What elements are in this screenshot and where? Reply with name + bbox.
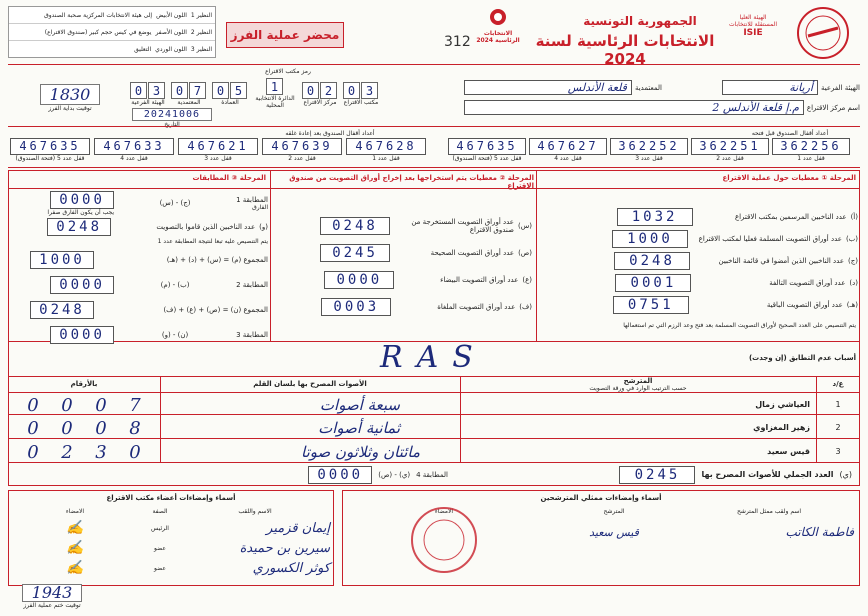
stage2-title: المرحلة ② معطيات يتم استخراجها بعد إخراج أوراق التصويت من صندوق الاقتراع: [289, 174, 534, 190]
rep-seal-icon: [344, 495, 544, 569]
match4-label: المطابقة 4: [416, 471, 448, 479]
member-row: [10, 558, 332, 578]
locks-before-label: أعداد أقفال الصندوق قبل فتحه: [751, 130, 829, 137]
stage1-rows: [580, 206, 858, 316]
form-number: 312: [444, 34, 471, 50]
row-label: عدد أوراق التصويت الملغاة: [437, 302, 516, 311]
subauth-row: [664, 80, 860, 95]
code-digit[interactable]: 0: [302, 82, 319, 99]
match1-formula: (ج) - (س): [159, 199, 191, 207]
lock-value[interactable]: 467627: [529, 138, 607, 155]
form-title: محضر عملية الفرز: [226, 22, 344, 48]
table-row: [8, 416, 860, 440]
code-digit[interactable]: 0: [343, 82, 360, 99]
lock-value[interactable]: 467639: [262, 138, 342, 155]
stage1-row: [580, 294, 858, 316]
legend-copy: النظير 1: [190, 11, 212, 19]
code-groups: [130, 76, 379, 109]
digit-cell[interactable]: 3: [95, 441, 107, 463]
code-label: الدائرة الانتخابية المحلية: [255, 95, 295, 109]
col-words-header: الأصوات المصرح بها بلسان القلم: [253, 380, 367, 388]
delegation-row: [440, 80, 662, 95]
lock-before-1: [772, 138, 850, 162]
lock-label: قفل عدد 2: [716, 155, 744, 162]
match1-label: المطابقة 1: [236, 195, 268, 204]
signature-icon: ✍: [66, 560, 84, 576]
reps-title: أسماء وإمضاءات ممثلي المترشحين: [540, 494, 662, 502]
match2-label: المطابقة 2: [236, 281, 268, 289]
match4-formula: (ي) - (ص): [378, 471, 411, 479]
col-name-title: المترشح: [623, 377, 653, 385]
row-label: عدد الناخبين المرسمين بمكتب الاقتراع: [734, 213, 847, 221]
match4-value[interactable]: 0000: [308, 466, 372, 484]
row-letter: (ف): [519, 302, 532, 311]
code-group-imada: [212, 80, 248, 106]
reps-col-name: اسم ولقب ممثل المترشح: [736, 508, 802, 515]
lock-label: قفل عدد 1: [797, 155, 825, 162]
legend-copy: النظير 2: [190, 28, 212, 36]
stage1-row: [580, 228, 858, 250]
stage2-value[interactable]: 0003: [321, 298, 391, 316]
isie-logo-text: ISIE: [743, 28, 763, 38]
codes-label: رمز مكتب الاقتراع: [265, 68, 311, 75]
digit-cell[interactable]: 0: [27, 417, 39, 439]
legend-row: [9, 7, 215, 24]
legend-dest: إلى هيئة الانتخابات المركزية صحبة الصندوق: [44, 11, 153, 19]
candidate-num: 1: [835, 400, 841, 409]
col-digits-header: بالأرقام: [70, 380, 98, 388]
lock-value[interactable]: 467635: [10, 138, 90, 155]
col-num-header: ع/د: [832, 380, 844, 388]
code-group-office: [130, 80, 166, 106]
candidate-num: 2: [835, 423, 841, 432]
reps-col-sig: الامضاء: [434, 508, 454, 515]
row-label: عدد أوراق التصويت الصحيحة: [430, 248, 515, 257]
row-label: عدد أوراق التصويت البيضاء: [440, 275, 519, 284]
stage2-row: [300, 293, 532, 320]
signature-icon: ✍: [66, 540, 84, 556]
digit-cell[interactable]: 7: [129, 394, 141, 416]
match1-row: [12, 190, 268, 216]
start-time-value[interactable]: 1830: [40, 84, 100, 105]
voters-value[interactable]: 0248: [47, 218, 111, 236]
reps-col-cand: المترشح: [603, 508, 625, 515]
subauth-label: الهيئة الفرعية: [820, 83, 860, 92]
candidate-num: 3: [835, 447, 841, 456]
digit-cell[interactable]: 8: [129, 417, 141, 439]
subauth-input[interactable]: أريانة: [722, 80, 818, 95]
voters-note: يتم التنصيص عليه تبعا لنتيجة المطابقة عدد 1: [157, 238, 268, 245]
voters-row: [12, 216, 268, 238]
locks-before: [448, 138, 850, 162]
member-role: عضو: [154, 544, 166, 552]
stage1-row: [580, 206, 858, 228]
sum-n-row: [12, 298, 268, 322]
row-letter: (ج): [848, 257, 858, 265]
zero-note: يجب أن يكون الفارق صفرا: [47, 208, 115, 216]
digit-cell[interactable]: 2: [61, 441, 73, 463]
sum-m-value[interactable]: 1000: [30, 251, 94, 269]
code-label: الهيئة الفرعية: [131, 98, 165, 106]
code-digit[interactable]: 2: [320, 82, 337, 99]
table-row: [8, 394, 860, 416]
code-group-bureau: [343, 80, 379, 106]
member-name[interactable]: سيرين بن حميدة: [239, 540, 330, 556]
lock-after-4: [94, 138, 174, 162]
col-name: الاسم واللقب: [238, 508, 272, 515]
row-label: عدد أوراق التصويت التالفة: [769, 279, 846, 287]
legend-row: [9, 41, 215, 57]
col-role: الصفة: [152, 508, 168, 515]
lock-before-4: [529, 138, 607, 162]
row-letter: (ص): [518, 248, 532, 257]
stage2-row: [300, 212, 532, 239]
delegation-input[interactable]: قلعة الأندلس: [464, 80, 632, 95]
match4-row: [178, 466, 448, 484]
code-digit[interactable]: 0: [171, 82, 188, 99]
locks-after-label: أعداد أقفال الصندوق بعد إعادة غلقه: [285, 130, 375, 137]
member-role: عضو: [154, 564, 166, 572]
discrepancy-value: RAS: [380, 340, 487, 375]
candidate-name: العياشي زمال: [755, 400, 810, 409]
stage1-value[interactable]: 0001: [615, 274, 691, 292]
digit-cell[interactable]: 0: [95, 417, 107, 439]
match2-formula: (ب) - (م): [160, 281, 190, 289]
lock-value[interactable]: 467635: [448, 138, 526, 155]
member-row: [10, 538, 332, 558]
code-group-deleg: [171, 80, 207, 106]
stage2-value[interactable]: 0000: [324, 271, 394, 289]
center-row: [440, 100, 860, 115]
row-letter: (ب): [845, 235, 858, 243]
signature-icon: ✍: [66, 520, 84, 536]
sum-m-row: [12, 248, 268, 272]
end-time-value[interactable]: 1943: [22, 584, 82, 602]
row-label: عدد أوراق التصويت المستخرجة من صندوق الاقتراع: [411, 217, 514, 234]
total-value[interactable]: 0245: [619, 466, 695, 484]
start-time: [40, 84, 100, 112]
legend-color: اللون الأبيض: [156, 11, 187, 19]
sum-m-label: المجموع (م) = (س) + (د) + (هـ): [166, 256, 268, 264]
code-label: المعتمدية: [177, 98, 201, 106]
code-digit[interactable]: 0: [130, 82, 147, 99]
code-digit[interactable]: 0: [212, 82, 229, 99]
lock-before-3: [610, 138, 688, 162]
flag-emblem-icon: [486, 8, 510, 26]
code-group-district: [253, 76, 297, 109]
total-label: العدد الجملي للأصوات المصرح بها: [701, 470, 834, 479]
rep-name[interactable]: فاطمة الكاتب: [785, 525, 854, 539]
match3-label: المطابقة 3: [236, 331, 268, 339]
digit-cell[interactable]: 0: [61, 394, 73, 416]
end-time-label: توقيت ختم عملية الفرز: [23, 602, 81, 609]
isie-name: الهيئة العليا المستقلة للانتخابات: [728, 14, 777, 28]
member-name[interactable]: كوثر الكسوري: [252, 560, 330, 576]
words-cell[interactable]: ثمانية أصوات: [318, 419, 400, 437]
digit-cell[interactable]: 0: [27, 394, 39, 416]
start-time-label: توقيت بداية الفرز: [48, 105, 92, 112]
lock-value[interactable]: 467633: [94, 138, 174, 155]
date-value[interactable]: 20241006: [132, 108, 212, 121]
stage1-value[interactable]: 0248: [614, 252, 690, 270]
voters-letter: (و): [259, 223, 268, 231]
members-title: أسماء وإمضاءات أعضاء مكتب الاقتراع: [106, 494, 236, 502]
voters-label: عدد الناخبين الذين قاموا بالتصويت: [156, 223, 256, 231]
rep-candidate[interactable]: قيس سعيد: [589, 525, 639, 539]
lock-value[interactable]: 467628: [346, 138, 426, 155]
stage3-body: [12, 190, 268, 348]
total-letter: (ي): [839, 470, 852, 479]
row-letter: (س): [517, 221, 532, 230]
code-label: مركز الاقتراع: [303, 98, 337, 106]
delegation-label: المعتمدية: [634, 83, 662, 92]
words-cell[interactable]: مائتان وثلاثون صوتا: [301, 443, 420, 461]
match3-value[interactable]: 0000: [50, 326, 114, 344]
lock-label: قفل عدد 4: [120, 155, 148, 162]
stage1-value[interactable]: 1032: [617, 208, 693, 226]
code-label: العمادة: [221, 98, 239, 106]
match3-formula: (ن) - (و): [161, 331, 189, 339]
digit-cell[interactable]: 0: [95, 394, 107, 416]
code-digit[interactable]: 3: [361, 82, 378, 99]
row-label: عدد أوراق التصويت الباقية: [766, 301, 843, 309]
col-name-header: [462, 377, 814, 392]
member-name[interactable]: إيمان قزمير: [266, 520, 330, 536]
row-letter: (د): [849, 279, 858, 287]
match1-sub: الفارق: [252, 203, 268, 211]
isie-logo: [728, 14, 778, 38]
stage2-row: [300, 266, 532, 293]
copies-legend: [8, 6, 216, 58]
lock-label: قفل عدد 3: [635, 155, 663, 162]
end-time: [22, 584, 82, 609]
legend-dest: التعليق: [134, 45, 152, 53]
digit-cell[interactable]: 0: [129, 441, 141, 463]
center-label: اسم مركز الاقتراع: [806, 103, 860, 112]
lock-value[interactable]: 362251: [691, 138, 769, 155]
stage2-row: [300, 239, 532, 266]
stage2-value[interactable]: 0248: [320, 217, 390, 235]
rep-row: [344, 520, 858, 544]
stage2-value[interactable]: 0245: [320, 244, 390, 262]
member-role: الرئيس: [151, 524, 169, 532]
lock-label: قفل عدد 2: [288, 155, 316, 162]
lock-label: قفل عدد 3: [204, 155, 232, 162]
lock-label: قفل عدد 5 (فتحة الصندوق): [452, 155, 522, 162]
stage2-rows: [300, 212, 532, 320]
code-digit[interactable]: 1: [266, 78, 283, 95]
code-group-center: [302, 80, 338, 106]
total-row: [466, 466, 852, 484]
stage1-value[interactable]: 1000: [612, 230, 688, 248]
sum-n-value[interactable]: 0248: [30, 301, 94, 319]
row-label: عدد أوراق التصويت المسلمة فعليا لمكتب الاقتراع: [698, 235, 842, 243]
legend-row: [9, 24, 215, 41]
stage1-title: المرحلة ① معطيات حول عملية الاقتراع: [722, 174, 856, 182]
lock-before-2: [691, 138, 769, 162]
lock-after-5: [10, 138, 90, 162]
stage1-row: [580, 250, 858, 272]
row-letter: (هـ): [846, 301, 858, 309]
code-digit[interactable]: 5: [230, 82, 247, 99]
lock-after-2: [262, 138, 342, 162]
match1-value[interactable]: 0000: [50, 191, 114, 209]
sum-n-label: المجموع (ن) = (ص) + (ع) + (ف): [163, 306, 268, 314]
lock-value[interactable]: 362256: [772, 138, 850, 155]
stage1-value[interactable]: 0751: [613, 296, 689, 314]
lock-after-1: [346, 138, 426, 162]
lock-label: قفل عدد 5 (فتحة الصندوق): [15, 155, 85, 162]
stage1-row: [580, 272, 858, 294]
words-cell[interactable]: سبعة أصوات: [319, 396, 400, 414]
digit-cell[interactable]: 0: [27, 441, 39, 463]
lock-label: قفل عدد 4: [554, 155, 582, 162]
match2-row: [12, 272, 268, 298]
lock-before-5: [448, 138, 526, 162]
lock-value[interactable]: 362252: [610, 138, 688, 155]
legend-color: اللون الوردي: [155, 45, 187, 53]
date-field: [132, 108, 212, 128]
match2-value[interactable]: 0000: [50, 276, 114, 294]
col-sig: الامضاء: [65, 508, 85, 515]
locks-after: [10, 138, 426, 162]
discrepancy-label: أسباب عدم التطابق (إن وجدت): [748, 354, 856, 362]
row-label: عدد الناخبين الذين أمضوا في قائمة الناخبين: [718, 257, 845, 265]
date-label: التاريخ: [164, 121, 180, 128]
republic-name: الجمهورية التونسية: [583, 14, 697, 28]
col-name-sub: حسب الترتيب الوارد في ورقة التصويت: [589, 385, 687, 392]
center-input[interactable]: م.إ قلعة الأندلس 2: [464, 100, 804, 115]
stage3-title: المرحلة ③ المطابقات: [192, 174, 266, 182]
legend-dest: يوضع في كيس حجم كبير (صندوق الاقتراع): [44, 28, 152, 36]
elections-logo: [476, 8, 520, 60]
stamp-icon: [792, 6, 854, 60]
lock-value[interactable]: 467621: [178, 138, 258, 155]
candidate-name: زهير المغزاوي: [753, 423, 810, 432]
lock-after-3: [178, 138, 258, 162]
legend-color: اللون الأصفر: [155, 28, 187, 36]
table-row: [8, 440, 860, 464]
elections-logo-text: الانتخابات الرئاسية 2024: [476, 30, 520, 44]
member-row: [10, 518, 332, 538]
code-digit[interactable]: 7: [189, 82, 206, 99]
members-rows: [10, 518, 332, 578]
legend-copy: النظير 3: [190, 45, 212, 53]
page-title: الانتخابات الرئاسية لسنة 2024: [535, 32, 715, 68]
lock-label: قفل عدد 1: [372, 155, 400, 162]
row-letter: (أ): [850, 213, 858, 221]
code-digit[interactable]: 3: [148, 82, 165, 99]
digit-cell[interactable]: 0: [61, 417, 73, 439]
code-label: مكتب الاقتراع: [343, 98, 379, 106]
candidate-name: قيس سعيد: [767, 447, 810, 456]
stage1-note: يتم التنصيص على العدد الصحيح لأوراق التصويت المسلمة بعد فتح وعد الرزم التي تم استعمالها: [623, 322, 856, 329]
candidate-rows: [8, 394, 860, 464]
members-header: [10, 508, 332, 515]
row-letter: (ع): [522, 275, 532, 284]
